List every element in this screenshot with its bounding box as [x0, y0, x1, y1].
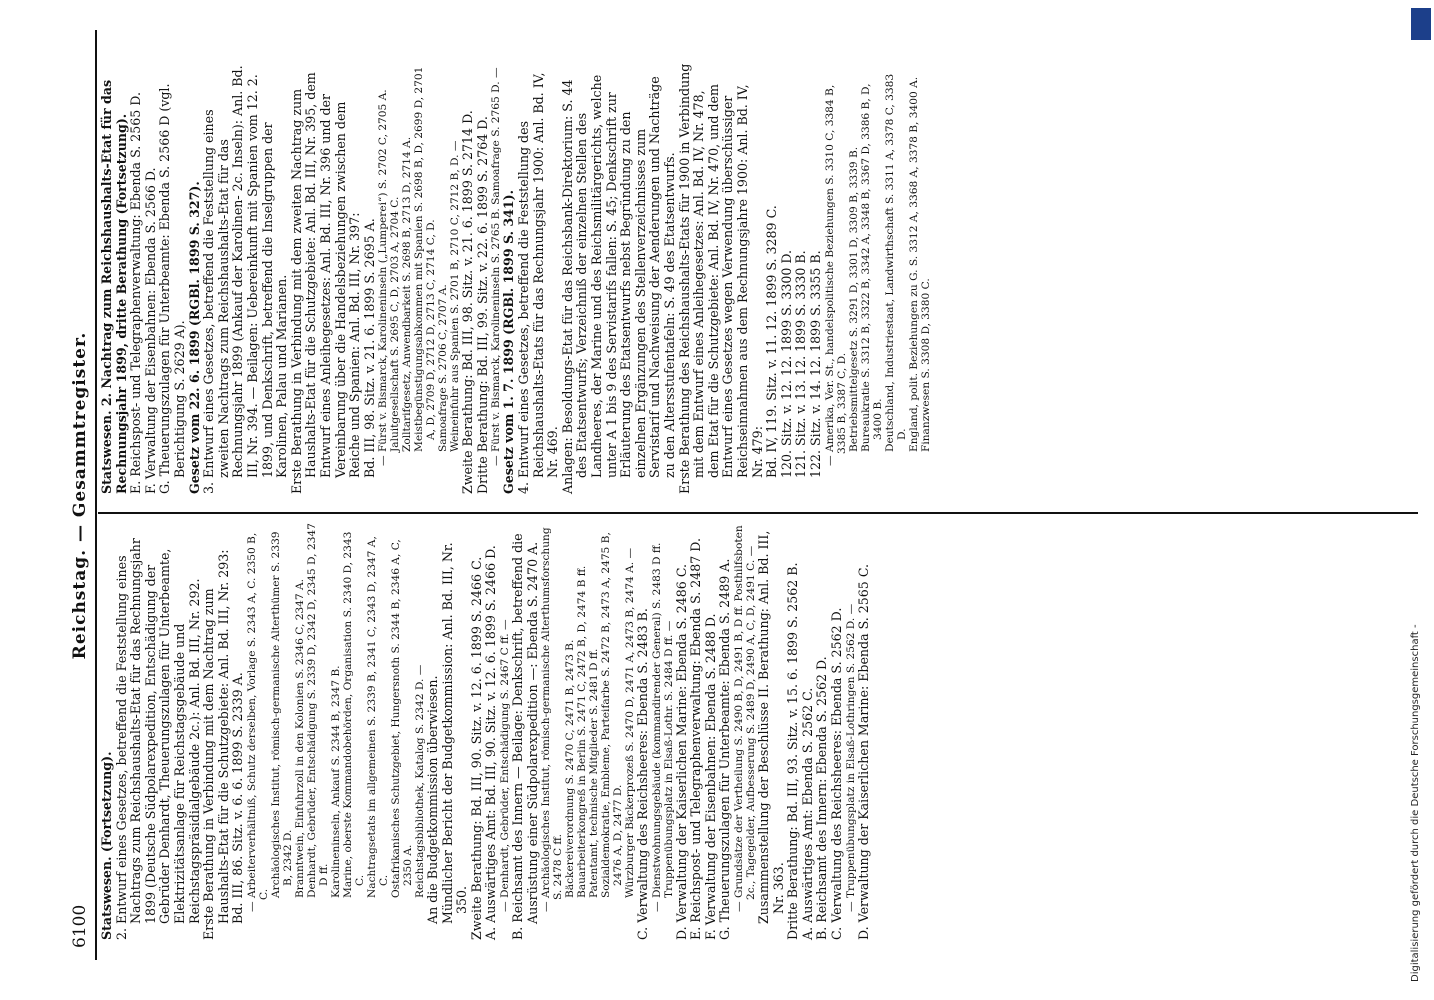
index-entry: — Denhardt, Gebrüder, Entschädigung S. 2467 C ff. —	[498, 619, 511, 912]
index-entry: — Archäologisches Institut, römisch-germanische Alterthumsforschung S. 2478 C ff.	[540, 527, 565, 912]
index-entry: Marine, oberste Kommandobehörden, Organisation S. 2340 D, 2343 C.	[341, 531, 366, 898]
index-entry: Mündlicher Bericht der Budgetkommission: Anl. Bd. III, Nr. 350.	[439, 542, 470, 924]
page-header	[70, 43, 92, 948]
index-entry: Anlagen: Besoldungs-Etat für das Reichsbank-Direktorium: S. 44 des Etatsentwurfs; Verzeichniß der einzelnen Stellen des Landheeres, der Marine und des Reichsmilitärgerichts, welche unter A 1 bis 9 des Servistarifs fallen: S. 45; Denkschrift zur Erläuterung des Etatsentwurfs nebst Begründung zu den einzelnen Ergänzungen des Stellenverzeichnisses zum Servistarif und Nachweisung der Aenderungen und Nachträge zu den Altersstufentafeln: S. 49 des Etatsentwurfs.	[559, 74, 677, 494]
index-entry: Gesetz vom 22. 6. 1899 (RGBl. 1899 S. 327).	[186, 181, 202, 494]
index-entry: C. Verwaltung des Reichsheeres: Ebenda S. 2562 D.	[829, 607, 845, 940]
index-entry: C. Verwaltung des Reichsheeres: Ebenda S. 2483 B.	[635, 608, 651, 940]
index-entry: Bd. IV, 119. Sitz. v. 11. 12. 1899 S. 3289 C.	[764, 205, 780, 478]
index-entry: Zweite Berathung: Bd. III, 98. Sitz. v. 21. 6. 1899 S. 2714 D.	[460, 110, 476, 494]
index-entry: Ostafrikanisches Schutzgebiet, Hungersnoth S. 2344 B, 2346 A, C, 2350 A.	[389, 539, 414, 898]
index-entry: 121. Sitz. v. 13. 12. 1899 S. 3330 B.	[793, 250, 809, 478]
index-entry: F. Verwaltung der Eisenbahnen: Ebenda S. 2488 D.	[702, 613, 718, 940]
index-entry: Branntwein, Einfuhrzoll in den Kolonien S. 2346 C, 2347 A.	[293, 578, 306, 898]
index-entry: Bäckereiverordnung S. 2470 C, 2471 B, 2473 B.	[564, 639, 577, 898]
index-entry: Zweite Berathung: Bd. III, 90. Sitz. v. 12. 6. 1899 S. 2466 C.	[468, 556, 484, 940]
index-entry: Würzburger Bäckerprozeß S. 2470 D, 2471 A, 2473 B, 2474 A. —	[624, 547, 637, 898]
index-entry: Zusammenstellung der Beschlüsse II. Berathung: Anl. Bd. III, Nr. 363.	[756, 530, 786, 924]
index-entry: B. Reichsamt des Innern: Ebenda S. 2562 D.	[814, 656, 830, 940]
index-entry: — Fürst v. Bismarck, Karolineninseln („Lumperei“) S. 2702 C, 2705 A.	[377, 89, 390, 466]
column-divider	[98, 512, 1418, 514]
credit-text: Digitalisierung gefördert durch die Deutsche Forschungsgemeinschaft -	[1410, 624, 1421, 982]
index-entry: Gesetz vom 1. 7. 1899 (RGBl. 1899 S. 341).	[501, 189, 517, 494]
index-entry: An die Budgetkommission überwiesen.	[424, 675, 440, 924]
index-entry: — Arbeiterverhältniß, Schutz derselben, Vorlage S. 2343 A, C. 2350 B, C.	[245, 532, 270, 912]
index-entry: Deutschland, Industriestaat, Landwirthschaft S. 3311 A, 3378 C, 3383 D.	[883, 73, 908, 452]
index-entry: F. Verwaltung der Eisenbahnen: Ebenda S. 2566 D.	[142, 167, 158, 494]
index-entry: Zolltarifgesetz, Anwendbarkeit S. 2698 B, 2713 D, 2714 A.	[401, 136, 414, 452]
index-entry: E. Reichspost- und Telegraphenverwaltung: Ebenda S. 2487 D.	[688, 538, 704, 940]
right-column	[100, 62, 932, 494]
index-entry: Archäologisches Institut, römisch-germanische Alterthümer S. 2339 B, 2342 D.	[269, 531, 294, 898]
left-column	[100, 522, 871, 940]
index-entry: Patentamt, technische Mitglieder S. 2481 D ff.	[588, 648, 601, 898]
index-entry: Truppenübungsplatz in Elsaß-Lothr. S. 2484 D ff. —	[662, 620, 675, 898]
index-entry: E. Reichspost- und Telegraphenverwaltung: Ebenda S. 2565 D.	[128, 92, 144, 494]
index-entry: Samoafrage S. 2706 C, 2707 A.	[437, 284, 450, 452]
index-entry: A. Auswärtiges Amt: Bd. III, 90. Sitz. v. 12. 6. 1899 S. 2466 D.	[483, 545, 499, 940]
index-entry: Karolineninseln, Ankauf S. 2344 B, 2347 B.	[329, 665, 342, 898]
index-entry: Weineinfuhr aus Spanien S. 2701 B, 2710 C, 2712 B, D. —	[449, 140, 462, 452]
index-entry: Bd. III, 86. Sitz. v. 6. 6. 1899 S. 2339 A.	[230, 672, 246, 924]
index-entry: Dritte Berathung: Bd. III, 99. Sitz. v. 22. 6. 1899 S. 2764 D.	[474, 116, 490, 494]
index-entry: Bureaukratie S. 3312 B, 3322 B, 3342 A, 3348 B, 3367 D, 3386 B, D, 3400 B.	[859, 83, 884, 452]
index-entry: Erste Berathung in Verbindung mit dem Nachtrag zum Haushalts-Etat für die Schutzgebiete: Anl. Bd. III, Nr. 293:	[201, 549, 231, 940]
index-entry: 122. Sitz. v. 14. 12. 1899 S. 3355 B.	[807, 250, 823, 478]
index-entry: Reichstagsbibliothek, Katalog S. 2342 D. —	[413, 664, 426, 898]
index-entry: — Grundsätze der Vertheilung S. 2490 B, D, 2491 B, D ff. Posthilfsboten 2c., Tagegelder, Aufbesserung S. 2489 D, 2490 A, C, D, 2491 C. —	[733, 525, 758, 912]
index-entry: Jaluitgesellschaft S. 2695 C, D, 2703 A, 2704 C.	[389, 196, 402, 452]
index-entry: Betriebsmittelgesetz S. 3291 D, 3301 D, 3309 B, 3339 B.	[847, 146, 860, 452]
index-entry: Erste Berathung des Reichshaushalts-Etats für 1900 in Verbindung mit dem Entwurf eines Anleihegesetzes: Anl. Bd. IV, Nr. 478, dem Etat für die Schutzgebiete: Anl. Bd. IV, Nr. 470, und dem Entwurf eines Gesetzes wegen Verwendung überschüssiger Reichseinnahmen aus dem Rechnungsjahre 1900: Anl. Bd. IV, Nr. 479:	[676, 63, 765, 494]
index-entry: 3. Entwurf eines Gesetzes, betreffend die Feststellung eines zweiten Nachtrags zum Reichshaushalts-Etat für das Rechnungsjahr 1899 (Ankauf der Karolinen- 2c. Inseln): Anl. Bd. III, Nr. 394. — Beilagen: Uebereinkunft mit Spanien vom 12. 2. 1899, und Denkschrift, betreffend die Inselgruppen der Karolinen, Palau und Marianen.	[201, 65, 290, 494]
index-entry: — Fürst v. Bismarck, Karolineninseln S. 2765 B. Samoafrage S. 2765 D. —	[490, 67, 503, 466]
index-entry: G. Theuerungszulagen für Unterbeamte: Ebenda S. 2566 D (vgl. Berichtigung S. 2629 A).	[157, 83, 187, 494]
index-entry: Meistbegünstigungsabkommen mit Spanien S. 2698 B, D, 2699 D, 2701 A, D, 2709 D, 2712 D, 2713 C, 2714 C, D.	[413, 66, 438, 452]
index-entry: B. Reichsamt des Innern — Beilage: Denkschrift, betreffend die Ausrüstung einer Südpolarexpedition —: Ebenda S. 2470 A.	[509, 533, 540, 940]
header-rule	[95, 30, 97, 960]
index-entry: 4. Entwurf eines Gesetzes, betreffend die Feststellung des Reichshaushalts-Etats für das Rechnungsjahr 1900: Anl. Bd. IV, Nr. 469.	[516, 72, 561, 494]
index-entry: D. Verwaltung der Kaiserlichen Marine: Ebenda S. 2486 C.	[673, 563, 689, 940]
page-number: 6100	[70, 904, 90, 948]
digitization-credit	[1408, 0, 1434, 1000]
index-entry: A. Auswärtiges Amt: Ebenda S. 2562 C.	[799, 687, 815, 940]
dfg-logo	[1411, 8, 1431, 40]
index-entry: Nachtragsetats im allgemeinen S. 2339 B, 2341 C, 2343 D, 2347 A, C.	[365, 536, 390, 898]
index-entry: England, polit. Beziehungen zu G. S. 3312 A, 3368 A, 3378 B, 3400 A.	[907, 76, 920, 452]
index-entry: — Amerika, Ver. St., handelspolitische Beziehungen S. 3310 C, 3384 B, 3385 B, 3387 C, D.	[823, 84, 848, 466]
index-entry: — Truppenübungsplatz in Elsaß-Lothringen S. 2562 D. —	[844, 603, 857, 912]
index-entry: Statswesen. (Fortsetzung).	[99, 751, 114, 940]
index-entry: Denhardt, Gebrüder, Entschädigung S. 2339 D, 2342 D, 2345 D, 2347 D ff.	[305, 523, 330, 898]
page-title: Reichstag. — Gesammtregister.	[70, 331, 90, 660]
index-entry: D. Verwaltung der Kaiserlichen Marine: Ebenda S. 2565 C.	[855, 563, 871, 940]
index-entry: Finanzwesen S. 3308 D, 3380 C.	[919, 278, 932, 452]
index-entry: G. Theuerungszulagen für Unterbeamte: Ebenda S. 2489 A.	[717, 558, 733, 940]
index-entry: Dritte Berathung: Bd. III, 93. Sitz. v. 15. 6. 1899 S. 2562 B.	[785, 562, 801, 940]
index-entry: 2. Entwurf eines Gesetzes, betreffend die Feststellung eines Nachtrags zum Reichshaushalts-Etat für das Rechnungsjahr 1899 (Deutsche Südpolarexpedition, Entschädigung der Gebrüder Denhardt, Theuerungszulagen für Unterbeamte, Elektrizitätsanlage für Reichstagsgebäude und Reichstagspräsidialgebäude 2c.): Anl. Bd. III, Nr. 292.	[113, 538, 202, 940]
index-entry: 120. Sitz. v. 12. 12. 1899 S. 3300 D.	[778, 249, 794, 478]
index-entry: Sozialdemokratie, Embleme, Parteifarbe S. 2472 B, 2473 A, 2475 B, 2476 A, D, 2477 D.	[600, 532, 625, 898]
index-entry: Bd. III, 98. Sitz. v. 21. 6. 1899 S. 2695 A.	[361, 218, 377, 478]
index-entry: — Dienstwohnungsgebäude (kommandirender General) S. 2483 D ff.	[650, 542, 663, 912]
index-entry: Statswesen. 2. Nachtrag zum Reichshaushalts-Etat für das Rechnungsjahr 1899, dritte Berathung (Fortsetzung).	[99, 79, 129, 494]
index-entry: Erste Berathung in Verbindung mit dem zweiten Nachtrag zum Haushalts-Etat für die Schutzgebiete: Anl. Bd. III, Nr. 395, dem Entwurf eines Anleihegesetzes: Anl. Bd. III, Nr. 396 und der Vereinbarung über die Handelsbeziehungen zwischen dem Reiche und Spanien: Anl. Bd. III, Nr. 397:	[288, 72, 363, 494]
index-entry: Bauarbeiterkongreß in Berlin S. 2471 C, 2472 B, D, 2474 B ff.	[576, 565, 589, 898]
